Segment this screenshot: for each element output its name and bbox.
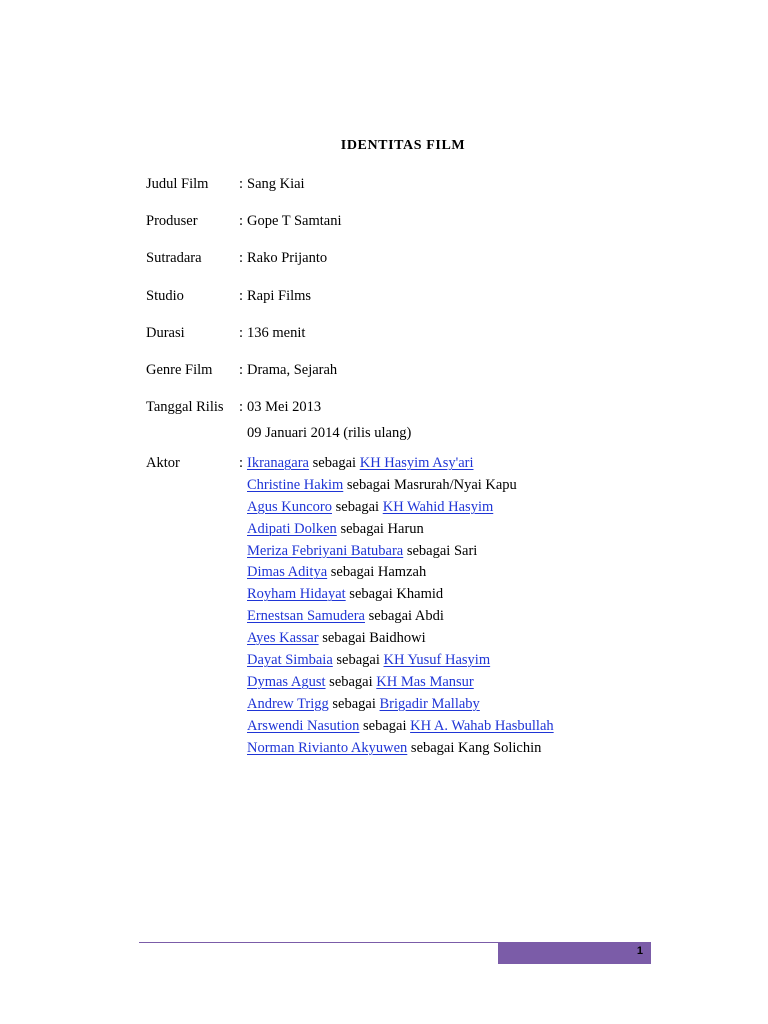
role-text: Baidhowi: [369, 630, 426, 647]
role-link[interactable]: KH Hasyim Asy'ari: [359, 455, 474, 471]
actor-link[interactable]: Dayat Simbaia: [247, 652, 333, 669]
sebagai-text: sebagai: [332, 695, 376, 712]
actor-link[interactable]: Adipati Dolken: [247, 520, 337, 537]
sebagai-text: sebagai: [340, 520, 384, 537]
field-label: Studio: [146, 288, 184, 304]
field-label: Durasi: [146, 325, 185, 341]
actor-link[interactable]: Andrew Trigg: [247, 695, 329, 712]
role-text: Hamzah: [377, 564, 427, 581]
role-link[interactable]: KH Wahid Hasyim: [382, 498, 494, 515]
actor-row: [247, 475, 554, 497]
actor-row: [247, 650, 554, 672]
page-number: 1: [636, 945, 643, 957]
actor-row: [247, 562, 554, 584]
actor-row: [247, 694, 554, 716]
actor-link[interactable]: Ayes Kassar: [247, 630, 319, 647]
actor-row: [247, 541, 554, 563]
actor-row: [247, 738, 554, 760]
role-text: Sari: [453, 542, 478, 559]
sebagai-text: sebagai: [410, 739, 455, 756]
field-value: 03 Mei 2013: [247, 399, 322, 415]
field-label: Aktor: [146, 455, 180, 471]
sebagai-text: sebagai: [312, 455, 357, 471]
actor-link[interactable]: Dimas Aditya: [247, 564, 328, 581]
field-colon: :: [239, 325, 244, 341]
field-value: Rapi Films: [247, 288, 312, 304]
field-value: Gope T Samtani: [247, 213, 342, 229]
document-title: IDENTITAS FILM: [340, 138, 466, 153]
field-colon: :: [239, 399, 244, 415]
actor-link[interactable]: Ikranagara: [247, 455, 309, 471]
actor-row: [247, 519, 554, 541]
field-value: 136 menit: [247, 325, 306, 341]
actor-list: [247, 453, 554, 759]
sebagai-text: sebagai: [322, 630, 366, 647]
field-label: Tanggal Rilis: [146, 399, 224, 415]
sebagai-text: sebagai: [349, 586, 393, 603]
actor-row: [247, 606, 554, 628]
actor-link[interactable]: Royham Hidayat: [247, 586, 346, 603]
field-colon: :: [239, 250, 244, 266]
field-label: Genre Film: [146, 362, 213, 378]
sebagai-text: sebagai: [368, 608, 413, 625]
actor-link[interactable]: Christine Hakim: [247, 476, 344, 493]
sebagai-text: sebagai: [335, 498, 380, 515]
role-link[interactable]: KH Yusuf Hasyim: [383, 652, 491, 669]
actor-row: [247, 672, 554, 694]
role-text: Kang Solichin: [458, 739, 542, 756]
sebagai-text: sebagai: [363, 717, 407, 734]
actor-row: [247, 584, 554, 606]
role-text: Harun: [387, 520, 424, 537]
field-colon: :: [239, 288, 244, 304]
actor-link[interactable]: Arswendi Nasution: [247, 717, 360, 734]
field-value: Drama, Sejarah: [247, 362, 338, 378]
field-colon: :: [239, 362, 244, 378]
field-label: Sutradara: [146, 250, 202, 266]
role-link[interactable]: KH Mas Mansur: [376, 673, 474, 690]
field-colon: :: [239, 455, 244, 471]
role-text: Masrurah/Nyai Kapu: [394, 476, 517, 493]
actor-link[interactable]: Dymas Agust: [247, 673, 326, 690]
actor-row: [247, 628, 554, 650]
sebagai-text: sebagai: [336, 652, 380, 669]
role-text: Abdi: [414, 608, 444, 625]
field-value: Sang Kiai: [247, 176, 305, 192]
sebagai-text: sebagai: [346, 476, 391, 493]
field-label: Judul Film: [146, 176, 209, 192]
sebagai-text: sebagai: [329, 673, 373, 690]
role-link[interactable]: KH A. Wahab Hasbullah: [410, 717, 554, 734]
field-label: Produser: [146, 213, 198, 229]
field-value: Rako Prijanto: [247, 250, 328, 266]
field-tanggal-rilis-ulang: 09 Januari 2014 (rilis ulang): [247, 425, 412, 441]
actor-link[interactable]: Agus Kuncoro: [247, 498, 332, 515]
actor-row: [247, 497, 554, 519]
sebagai-text: sebagai: [330, 564, 375, 581]
field-colon: :: [239, 213, 244, 229]
field-colon: :: [239, 176, 244, 192]
role-text: Khamid: [396, 586, 444, 603]
actor-row: [247, 453, 554, 475]
actor-link[interactable]: Ernestsan Samudera: [247, 608, 365, 625]
role-link[interactable]: Brigadir Mallaby: [379, 695, 480, 712]
sebagai-text: sebagai: [406, 542, 451, 559]
actor-link[interactable]: Meriza Febriyani Batubara: [247, 542, 404, 559]
actor-row: [247, 716, 554, 738]
page-number-box: [498, 942, 651, 964]
actor-link[interactable]: Norman Rivianto Akyuwen: [247, 739, 408, 756]
